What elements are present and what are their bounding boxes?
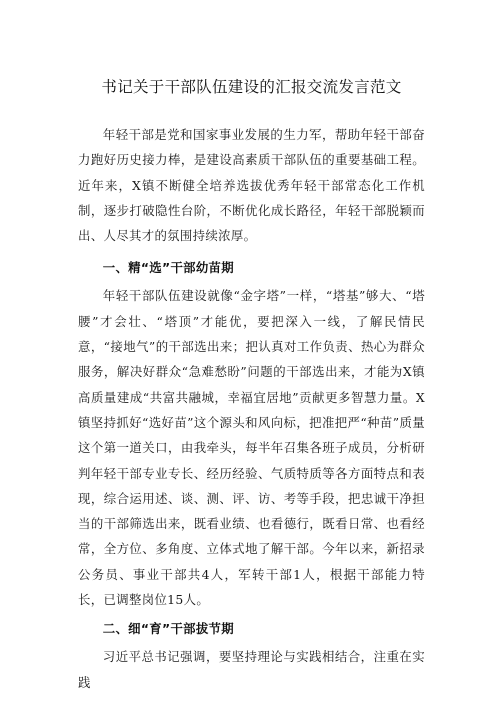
section-1-paragraph: 年轻干部队伍建设就像“金字塔”一样，“塔基”够大、“塔腰”才会壮、“塔顶”才能优，要把深入一线，了解民情民意，“接地气”的干部选出来；把认真对工作负责、热心为群众服务，解决好群众“急难愁盼”问题的干部选出来，才能为X镇高质量建成“共富共融城，幸福宜居地”贡献更多智慧力量。X镇坚持抓好“选好苗”这个源头和风向标，把准把严“种苗”质量这个第一道关口，由我牵头，每半年召集各班子成员，分析研判年轻干部专业专长、经历经验、气质特质等各方面特点和表现，综合运用述、谈、测、评、访、考等手段，把忠诚干净担当的干部筛选出来，既看业绩、也看德行，既看日常、也看经常，全方位、多角度、立体式地了解干部。今年以来，新招录公务员、事业干部共4人，军转干部1人，根据干部能力特长，已调整岗位15人。 (78, 288, 425, 608)
section-1-heading: 一、精“选”干部幼苗期 (102, 260, 234, 276)
section-2-paragraph: 习近平总书记强调，要坚持理论与实践相结合，注重在实践 (78, 649, 425, 690)
spacer (78, 248, 425, 251)
intro-paragraph: 年轻干部是党和国家事业发展的生力军，帮助年轻干部奋力跑好历史接力棒，是建设高素质干部队伍的重要基础工程。近年来，X镇不断健全培养选拔优秀年轻干部常态化工作机制，逐步打破隐性台阶，不断优化成长路径，年轻干部脱颖而出、人尽其才的氛围持续浓厚。 (78, 127, 425, 244)
section-2-heading: 二、细“育”干部拔节期 (102, 621, 234, 637)
document-title: 书记关于干部队伍建设的汇报交流发言范文 (101, 78, 402, 96)
